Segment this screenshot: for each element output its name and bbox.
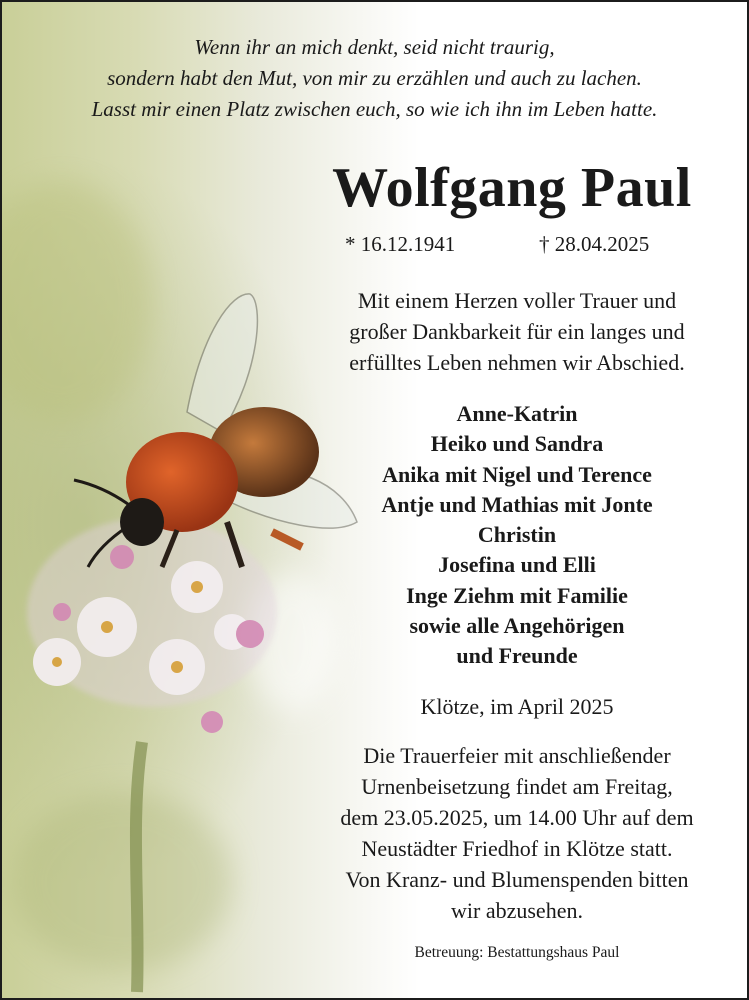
farewell-text [292,285,742,378]
service-line: Von Kranz- und Blumenspenden bitten [345,867,689,892]
mourner-entry: Anne-Katrin [456,401,578,426]
mourner-entry: Inge Ziehm mit Familie [406,582,628,608]
mourner-entry: Anika mit Nigel und Terence [382,461,652,487]
undertaker-credit: Betreuung: Bestattungshaus Paul [414,944,620,961]
farewell-line: großer Dankbarkeit für ein langes und [349,319,685,344]
place-and-date: Klötze, im April 2025 [420,694,614,719]
mourner-entry: sowie alle Angehörigen [409,613,625,639]
birth-date: * 16.12.1941 [345,232,456,256]
service-line: dem 23.05.2025, um 14.00 Uhr auf dem [340,805,694,830]
mourner-entry: Christin [477,522,557,548]
funeral-service-info [292,740,742,926]
mourner-entry: Antje und Mathias mit Jonte [381,491,653,517]
mourners-list [292,399,742,672]
death-date: † 28.04.2025 [539,232,650,256]
mourner-entry: und Freunde [456,643,578,669]
service-line: Urnenbeisetzung findet am Freitag, [361,774,673,799]
memorial-verse [22,32,727,125]
farewell-line: erfülltes Leben nehmen wir Abschied. [349,350,685,375]
farewell-line: Mit einem Herzen voller Trauer und [357,288,677,313]
service-line: wir abzusehen. [451,898,583,923]
service-line: Die Trauerfeier mit anschließender [363,743,671,768]
verse-line: sondern habt den Mut, von mir zu erzählen und auch zu lachen. [107,66,642,90]
mourner-entry: Josefina und Elli [438,552,596,578]
mourner-entry: Heiko und Sandra [430,431,604,457]
verse-line: Wenn ihr an mich denkt, seid nicht traurig, [194,35,555,59]
verse-line: Lasst mir einen Platz zwischen euch, so wie ich ihn im Leben hatte. [91,97,658,121]
deceased-name: Wolfgang Paul [332,157,692,219]
service-line: Neustädter Friedhof in Klötze statt. [361,836,673,861]
